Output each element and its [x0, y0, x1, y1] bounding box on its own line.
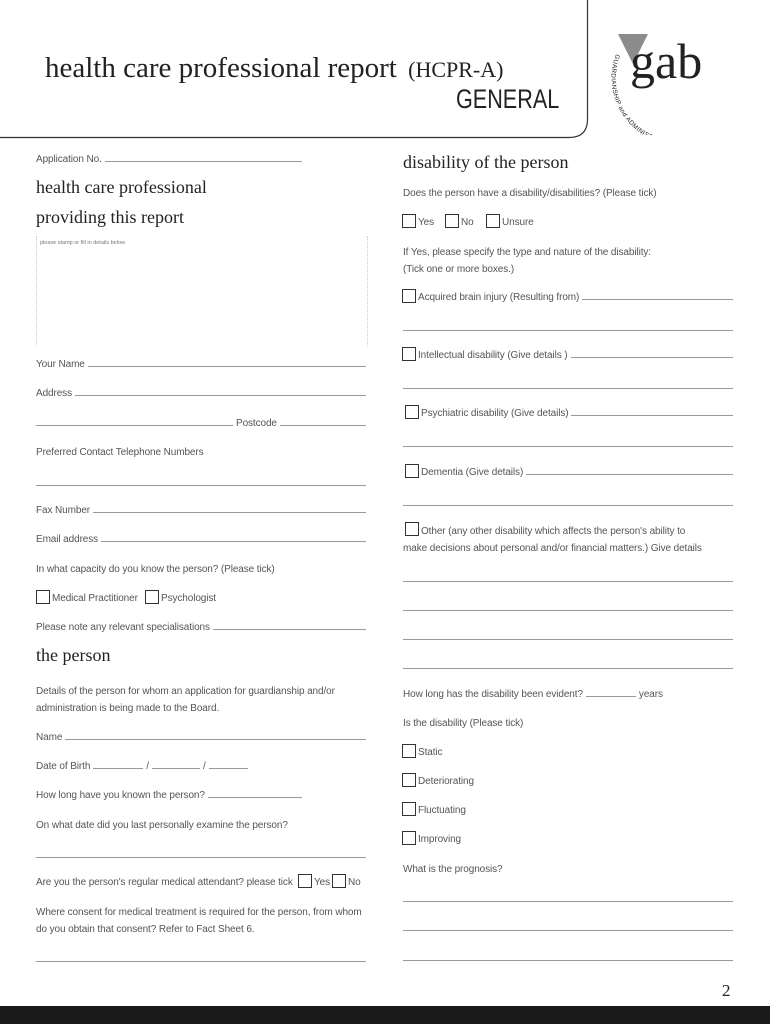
dementia-checkbox[interactable]: [405, 464, 419, 478]
logo-ring-textpath: GUARDIANSHIP and ADMINI: [609, 53, 647, 135]
application-no-row: [36, 154, 302, 165]
footer-bar: [0, 1006, 770, 1024]
disability-yes-checkbox[interactable]: [402, 214, 416, 228]
fluctuating-checkbox[interactable]: [402, 802, 416, 816]
fax-label: Fax Number: [36, 505, 91, 516]
page-title-text: health care professional report: [45, 52, 397, 84]
your-name-label: Your Name: [36, 359, 85, 370]
stamp-box[interactable]: [36, 236, 368, 346]
psychiatric-disability-field[interactable]: [571, 415, 733, 416]
other-disability-label-line1: Other (any other disability which affects the person's ability to: [421, 526, 686, 537]
how-long-known-field[interactable]: [208, 797, 302, 798]
address-field-line2[interactable]: [36, 425, 233, 426]
acquired-brain-injury-label: Acquired brain injury (Resulting from): [418, 292, 580, 303]
regular-attendant-no-checkbox[interactable]: [332, 874, 346, 888]
last-examine-field[interactable]: [36, 857, 366, 858]
psychologist-checkbox[interactable]: [145, 590, 159, 604]
disability-no-checkbox[interactable]: [445, 214, 459, 228]
specialisations-field[interactable]: [213, 629, 366, 630]
postcode-field[interactable]: [280, 425, 366, 426]
deteriorating-checkbox[interactable]: [402, 773, 416, 787]
how-long-evident-field[interactable]: [586, 696, 636, 697]
disability-unsure-checkbox[interactable]: [486, 214, 500, 228]
intellectual-disability-row: [418, 350, 733, 361]
person-details-line2: administration is being made to the Board.: [36, 703, 220, 714]
address-field[interactable]: [75, 395, 366, 396]
intellectual-disability-field[interactable]: [571, 357, 734, 358]
intellectual-disability-checkbox[interactable]: [402, 347, 416, 361]
how-long-known-label: How long have you known the person?: [36, 790, 205, 801]
name-label: Name: [36, 732, 63, 743]
regular-attendant-yes-checkbox[interactable]: [298, 874, 312, 888]
person-details-line1: Details of the person for whom an application for guardianship and/or: [36, 686, 335, 697]
deteriorating-label: Deteriorating: [418, 776, 474, 787]
how-long-known-row: [36, 790, 302, 801]
stamp-note: please stamp or fill in details below: [40, 240, 125, 246]
dob-separator-2: /: [202, 761, 206, 772]
last-examine-label: On what date did you last personally examine the person?: [36, 820, 288, 831]
psychiatric-disability-row: [421, 408, 733, 419]
improving-checkbox[interactable]: [402, 831, 416, 845]
psychiatric-disability-checkbox[interactable]: [405, 405, 419, 419]
email-field[interactable]: [101, 541, 366, 542]
capacity-question: In what capacity do you know the person? (Please tick): [36, 564, 275, 575]
specify-line1: If Yes, please specify the type and nature of the disability:: [403, 247, 651, 258]
postcode-row: [36, 418, 366, 429]
dob-label: Date of Birth: [36, 761, 91, 772]
other-disability-checkbox[interactable]: [405, 522, 419, 536]
acquired-brain-injury-field[interactable]: [582, 299, 733, 300]
other-disability-field-4[interactable]: [403, 668, 733, 669]
consent-line1: Where consent for medical treatment is required for the person, from whom: [36, 907, 362, 918]
has-disability-question: Does the person have a disability/disabilities? (Please tick): [403, 188, 657, 199]
gab-logo-graphic: [596, 20, 756, 135]
page-number: 2: [722, 981, 731, 1000]
disability-heading: disability of the person: [403, 152, 569, 172]
years-label: years: [638, 689, 663, 700]
consent-line2: do you obtain that consent? Refer to Fact Sheet 6.: [36, 924, 255, 935]
name-field[interactable]: [65, 739, 366, 740]
other-disability-field-1[interactable]: [403, 581, 733, 582]
is-disability-question: Is the disability (Please tick): [403, 718, 524, 729]
dob-month-field[interactable]: [152, 768, 200, 769]
fax-row: [36, 505, 366, 516]
phone-label: Preferred Contact Telephone Numbers: [36, 447, 204, 458]
dob-year-field[interactable]: [209, 768, 248, 769]
other-disability-field-2[interactable]: [403, 610, 733, 611]
postcode-label: Postcode: [236, 418, 277, 429]
application-no-field[interactable]: [105, 161, 302, 162]
prognosis-field-3[interactable]: [403, 960, 733, 961]
how-long-evident-row: [403, 689, 663, 700]
fluctuating-label: Fluctuating: [418, 805, 466, 816]
form-code: (HCPR-A): [408, 57, 504, 82]
regular-attendant-label: Are you the person's regular medical attendant? please tick: [36, 877, 293, 888]
specialisations-row: [36, 622, 366, 633]
email-label: Email address: [36, 534, 99, 545]
dob-separator-1: /: [146, 761, 149, 772]
consent-field[interactable]: [36, 961, 366, 962]
dementia-label: Dementia (Give details): [421, 467, 524, 478]
page-subtitle: GENERAL: [456, 84, 560, 114]
improving-label: Improving: [418, 834, 462, 845]
medical-practitioner-checkbox[interactable]: [36, 590, 50, 604]
specify-line2: (Tick one or more boxes.): [403, 264, 515, 275]
prognosis-label: What is the prognosis?: [403, 864, 503, 875]
address-label: Address: [36, 388, 72, 399]
medical-practitioner-label: Medical Practitioner: [52, 593, 138, 604]
application-no-label: Application No.: [36, 154, 102, 165]
prognosis-field-1[interactable]: [403, 901, 733, 902]
dob-row: [36, 761, 248, 772]
dob-day-field[interactable]: [93, 768, 143, 769]
regular-attendant-yes-label: Yes: [314, 877, 331, 888]
static-checkbox[interactable]: [402, 744, 416, 758]
name-row: [36, 732, 366, 743]
logo-text: gab: [630, 33, 703, 89]
specialisations-label: Please note any relevant specialisations: [36, 622, 210, 633]
disability-yes-label: Yes: [418, 217, 435, 228]
hcp-heading-line1: health care professional: [36, 177, 207, 197]
psychiatric-disability-label: Psychiatric disability (Give details): [421, 408, 569, 419]
gab-logo: [596, 20, 756, 135]
static-label: Static: [418, 747, 443, 758]
acquired-brain-injury-checkbox[interactable]: [402, 289, 416, 303]
phone-field[interactable]: [36, 485, 366, 486]
disability-unsure-label: Unsure: [502, 217, 534, 228]
psychiatric-disability-field-line2[interactable]: [403, 446, 733, 447]
dementia-field[interactable]: [526, 474, 733, 475]
prognosis-field-2[interactable]: [403, 930, 733, 931]
other-disability-field-3[interactable]: [403, 639, 733, 640]
fax-field[interactable]: [93, 512, 366, 513]
page-title: [45, 52, 503, 85]
other-disability-label-line2: make decisions about personal and/or financial matters.) Give details: [403, 543, 702, 554]
intellectual-disability-field-line2[interactable]: [403, 388, 733, 389]
intellectual-disability-label: Intellectual disability (Give details ): [418, 350, 568, 361]
hcp-heading-line2: providing this report: [36, 207, 184, 227]
address-row: [36, 388, 366, 399]
acquired-brain-injury-field-line2[interactable]: [403, 330, 733, 331]
dementia-row: [421, 467, 733, 478]
your-name-row: [36, 359, 366, 370]
psychologist-label: Psychologist: [161, 593, 216, 604]
email-row: [36, 534, 366, 545]
how-long-evident-label: How long has the disability been evident?: [403, 689, 583, 700]
your-name-field[interactable]: [88, 366, 366, 367]
person-heading: the person: [36, 645, 111, 665]
regular-attendant-no-label: No: [348, 877, 361, 888]
dementia-field-line2[interactable]: [403, 505, 733, 506]
disability-no-label: No: [461, 217, 474, 228]
acquired-brain-injury-row: [418, 292, 733, 303]
